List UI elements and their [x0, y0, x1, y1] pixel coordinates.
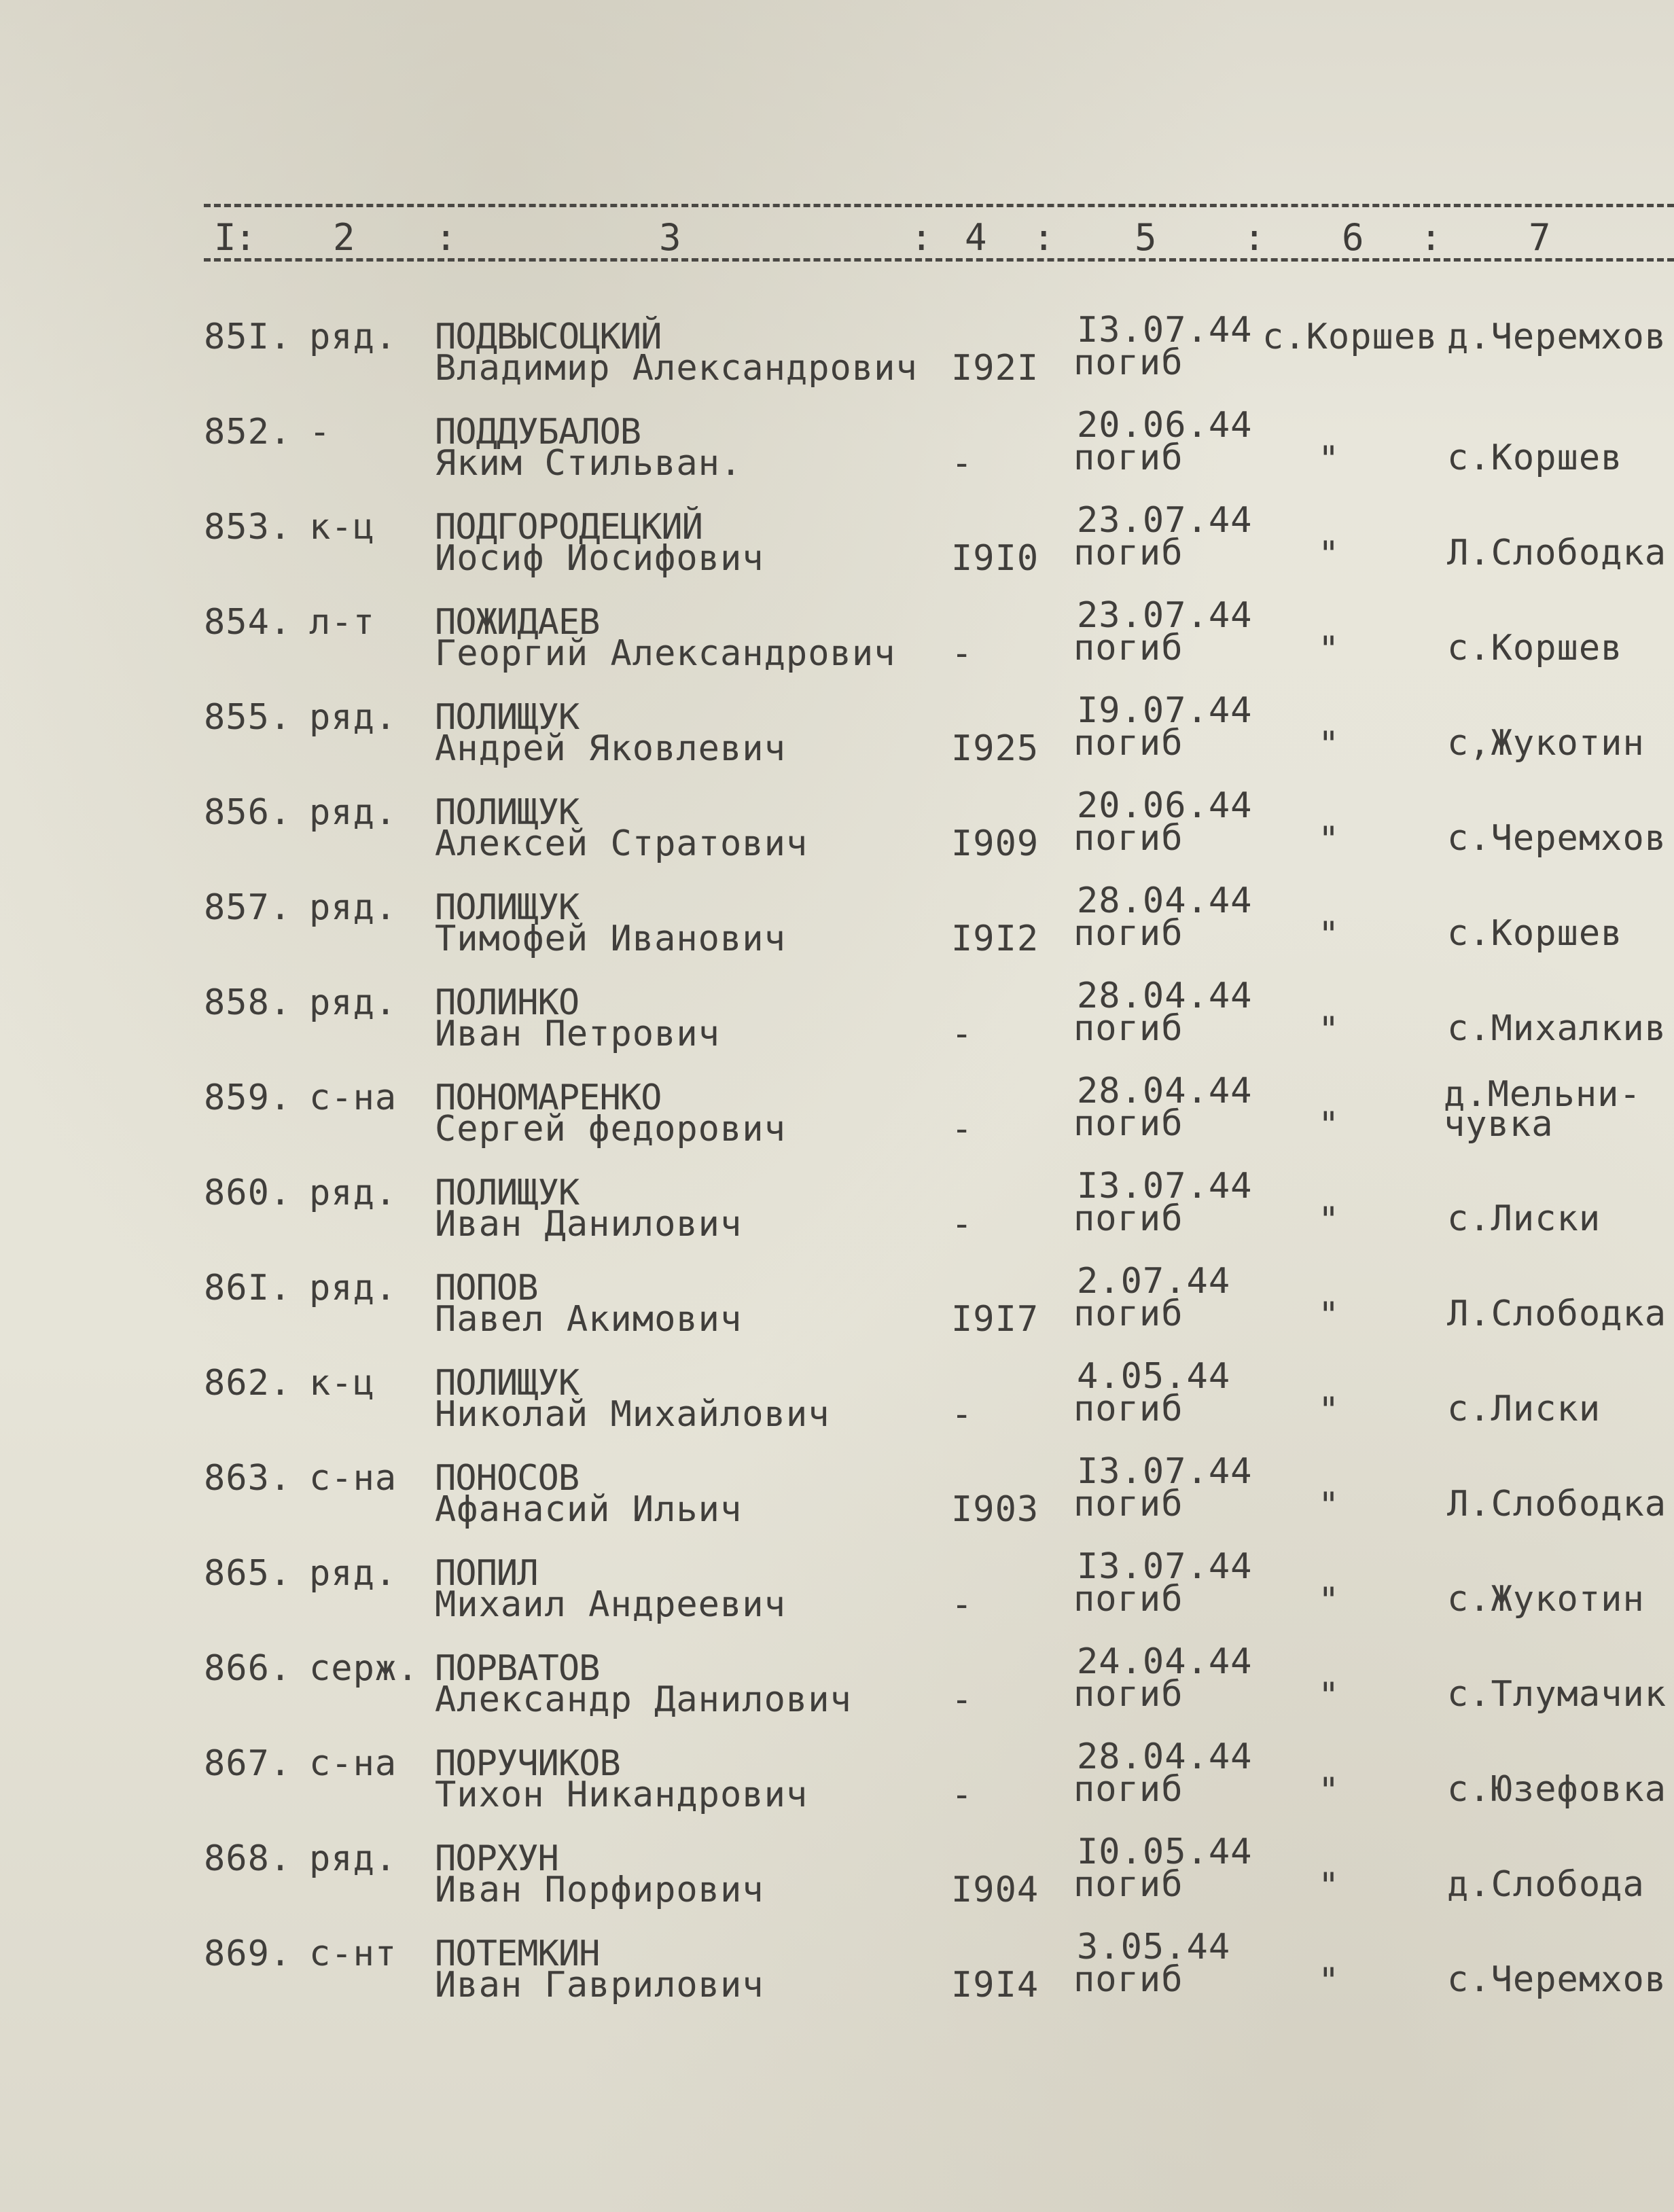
entry-number: 853. — [204, 507, 292, 548]
given-name: Иосиф Иосифович — [435, 538, 764, 579]
surname: ПОРХУН — [435, 1838, 558, 1879]
given-name: Сергей федорович — [435, 1109, 786, 1149]
entry-number: 86I. — [204, 1268, 292, 1308]
date: I3.07.44 — [1077, 1546, 1253, 1587]
date: I0.05.44 — [1077, 1832, 1253, 1872]
col-header-7: 7 — [1529, 216, 1552, 259]
date: 23.07.44 — [1077, 500, 1253, 541]
fate: погиб — [1073, 1959, 1183, 2000]
date: 28.04.44 — [1077, 880, 1253, 921]
given-name: Иван Порфирович — [435, 1870, 764, 1910]
date: 3.05.44 — [1077, 1927, 1231, 1967]
place-of-death: " — [1318, 629, 1340, 670]
burial-place: с.Коршев — [1447, 628, 1623, 668]
burial-place-continued: чувка — [1444, 1104, 1554, 1145]
date: 23.07.44 — [1077, 595, 1253, 636]
rank: ряд. — [309, 317, 397, 357]
place-of-death: с.Коршев — [1262, 317, 1438, 357]
fate: погиб — [1073, 1864, 1183, 1905]
surname: ПОРУЧИКОВ — [435, 1743, 620, 1784]
surname: ПОДДУБАЛОВ — [435, 412, 641, 452]
entry-number: 859. — [204, 1077, 292, 1118]
burial-place: Л.Слободка — [1447, 533, 1667, 573]
col-sep: : — [1033, 216, 1055, 259]
place-of-death: " — [1318, 1770, 1340, 1811]
burial-place: с.Жукотин — [1447, 1579, 1645, 1620]
entry-number: 855. — [204, 697, 292, 738]
top-rule — [204, 204, 1674, 207]
col-header-3: 3 — [659, 216, 683, 259]
burial-place: с.Михалкив — [1447, 1008, 1667, 1049]
burial-place: с.Коршев — [1447, 438, 1623, 478]
date: 24.04.44 — [1077, 1641, 1253, 1682]
table-row — [0, 1546, 1674, 1651]
fate: погиб — [1073, 533, 1183, 573]
place-of-death: " — [1318, 1295, 1340, 1336]
col-sep: : — [234, 216, 257, 259]
place-of-death: " — [1318, 1580, 1340, 1621]
rank: ряд. — [309, 1268, 397, 1308]
burial-place: д.Черемхов — [1447, 317, 1667, 357]
fate: погиб — [1073, 1484, 1183, 1524]
rank: ряд. — [309, 1838, 397, 1879]
rank: с-на — [309, 1743, 397, 1784]
given-name: Иван Петрович — [435, 1014, 720, 1054]
surname: ПОЛИЩУК — [435, 1363, 580, 1404]
fate: погиб — [1073, 913, 1183, 954]
table-row — [0, 785, 1674, 890]
entry-number: 866. — [204, 1648, 292, 1689]
surname: ПОДГОРОДЕЦКИЙ — [435, 507, 702, 548]
birth-year: - — [951, 1014, 974, 1054]
burial-place: с.Черемхов — [1447, 818, 1667, 859]
table-row — [0, 1166, 1674, 1270]
col-header-6: 6 — [1342, 216, 1366, 259]
surname: ПОЛИЩУК — [435, 887, 580, 928]
col-sep: : — [910, 216, 933, 259]
date: 2.07.44 — [1077, 1261, 1231, 1302]
birth-year: - — [951, 1204, 974, 1245]
col-sep: : — [1420, 216, 1442, 259]
date: I9.07.44 — [1077, 690, 1253, 731]
rank: серж. — [309, 1648, 419, 1689]
table-row — [0, 880, 1674, 985]
birth-year: I92I — [951, 348, 1039, 389]
given-name: Иван Данилович — [435, 1204, 743, 1245]
rank: ряд. — [309, 1553, 397, 1594]
rank: с-на — [309, 1077, 397, 1118]
table-row — [0, 976, 1674, 1080]
given-name: Николай Михайлович — [435, 1394, 830, 1435]
entry-number: 854. — [204, 602, 292, 643]
surname: ПОНОСОВ — [435, 1458, 580, 1499]
given-name: Тимофей Иванович — [435, 918, 786, 959]
entry-number: 868. — [204, 1838, 292, 1879]
burial-place: с,Жукотин — [1447, 723, 1645, 764]
burial-place: Л.Слободка — [1447, 1294, 1667, 1334]
burial-place: д.Слобода — [1447, 1864, 1645, 1905]
rank: к-ц — [309, 1363, 375, 1404]
rank: ряд. — [309, 697, 397, 738]
surname: ПОЖИДАЕВ — [435, 602, 600, 643]
given-name: Георгий Александрович — [435, 633, 896, 674]
entry-number: 867. — [204, 1743, 292, 1784]
place-of-death: " — [1318, 1200, 1340, 1241]
col-sep: : — [435, 216, 457, 259]
entry-number: 857. — [204, 887, 292, 928]
fate: погиб — [1073, 1198, 1183, 1239]
col-header-2: 2 — [333, 216, 357, 259]
rank: ряд. — [309, 887, 397, 928]
table-row — [0, 595, 1674, 700]
birth-year: I925 — [951, 728, 1039, 769]
table-row — [0, 500, 1674, 605]
table-row — [0, 690, 1674, 795]
given-name: Яким Стильван. — [435, 443, 743, 484]
place-of-death: " — [1318, 1485, 1340, 1526]
fate: погиб — [1073, 1389, 1183, 1429]
birth-year: - — [951, 1394, 974, 1435]
given-name: Павел Акимович — [435, 1299, 743, 1340]
birth-year: I904 — [951, 1870, 1039, 1910]
fate: погиб — [1073, 1674, 1183, 1715]
birth-year: - — [951, 1774, 974, 1815]
rank: с-нт — [309, 1933, 397, 1974]
burial-place: с.Юзефовка — [1447, 1769, 1667, 1810]
table-row — [0, 1261, 1674, 1366]
burial-place: с.Черемхов — [1447, 1959, 1667, 2000]
table-row — [0, 405, 1674, 510]
entry-number: 852. — [204, 412, 292, 452]
place-of-death: " — [1318, 914, 1340, 955]
birth-year: - — [951, 1584, 974, 1625]
birth-year: I9I4 — [951, 1965, 1039, 2005]
entry-number: 865. — [204, 1553, 292, 1594]
table-row — [0, 310, 1674, 414]
given-name: Алексей Стратович — [435, 823, 808, 864]
place-of-death: " — [1318, 1390, 1340, 1431]
birth-year: I9I7 — [951, 1299, 1039, 1340]
given-name: Иван Гаврилович — [435, 1965, 764, 2005]
birth-year: I903 — [951, 1489, 1039, 1530]
rank: ряд. — [309, 792, 397, 833]
burial-place: д.Мельни- — [1444, 1074, 1641, 1115]
place-of-death: " — [1318, 1866, 1340, 1906]
date: 28.04.44 — [1077, 1736, 1253, 1777]
place-of-death: " — [1318, 1010, 1340, 1050]
given-name: Михаил Андреевич — [435, 1584, 786, 1625]
surname: ПОЛИЩУК — [435, 1173, 580, 1213]
given-name: Владимир Александрович — [435, 348, 918, 389]
entry-number: 863. — [204, 1458, 292, 1499]
date: I3.07.44 — [1077, 310, 1253, 351]
entry-number: 862. — [204, 1363, 292, 1404]
date: I3.07.44 — [1077, 1451, 1253, 1492]
table-row — [0, 1356, 1674, 1461]
fate: погиб — [1073, 342, 1183, 383]
date: 28.04.44 — [1077, 976, 1253, 1016]
table-row — [0, 1927, 1674, 2031]
given-name: Тихон Никандрович — [435, 1774, 808, 1815]
table-row — [0, 1832, 1674, 1936]
place-of-death: " — [1318, 1105, 1340, 1145]
rank: ряд. — [309, 982, 397, 1023]
given-name: Афанасий Ильич — [435, 1489, 743, 1530]
table-row — [0, 1071, 1674, 1175]
date: I3.07.44 — [1077, 1166, 1253, 1207]
col-header-1: I — [214, 216, 238, 259]
col-header-4: 4 — [965, 216, 989, 259]
surname: ПОЛИЩУК — [435, 792, 580, 833]
burial-place: с.Лиски — [1447, 1198, 1601, 1239]
place-of-death: " — [1318, 1961, 1340, 2001]
table-row — [0, 1736, 1674, 1841]
surname: ПОПИЛ — [435, 1553, 538, 1594]
surname: ПОДВЫСОЦКИЙ — [435, 317, 662, 357]
header-underline — [204, 258, 1674, 262]
fate: погиб — [1073, 1769, 1183, 1810]
birth-year: - — [951, 633, 974, 674]
birth-year: I9I2 — [951, 918, 1039, 959]
entry-number: 860. — [204, 1173, 292, 1213]
rank: - — [309, 412, 332, 452]
burial-place: с.Лиски — [1447, 1389, 1601, 1429]
birth-year: - — [951, 1109, 974, 1149]
entry-number: 869. — [204, 1933, 292, 1974]
given-name: Александр Данилович — [435, 1679, 852, 1720]
rank: ряд. — [309, 1173, 397, 1213]
date: 4.05.44 — [1077, 1356, 1231, 1397]
given-name: Андрей Яковлевич — [435, 728, 786, 769]
place-of-death: " — [1318, 1675, 1340, 1716]
col-header-5: 5 — [1135, 216, 1158, 259]
fate: погиб — [1073, 1008, 1183, 1049]
birth-year: - — [951, 1679, 974, 1720]
table-row — [0, 1641, 1674, 1746]
fate: погиб — [1073, 818, 1183, 859]
place-of-death: " — [1318, 534, 1340, 575]
place-of-death: " — [1318, 439, 1340, 480]
table-row — [0, 1451, 1674, 1556]
fate: погиб — [1073, 1294, 1183, 1334]
fate: погиб — [1073, 1579, 1183, 1620]
surname: ПОЛИЩУК — [435, 697, 580, 738]
surname: ПОЛИНКО — [435, 982, 580, 1023]
burial-place: с.Тлумачик — [1447, 1674, 1667, 1715]
fate: погиб — [1073, 1103, 1183, 1144]
rank: с-на — [309, 1458, 397, 1499]
rank: л-т — [309, 602, 375, 643]
entry-number: 85I. — [204, 317, 292, 357]
birth-year: I9I0 — [951, 538, 1039, 579]
rank: к-ц — [309, 507, 375, 548]
entry-number: 858. — [204, 982, 292, 1023]
date: 28.04.44 — [1077, 1071, 1253, 1111]
place-of-death: " — [1318, 724, 1340, 765]
fate: погиб — [1073, 628, 1183, 668]
surname: ПОРВАТОВ — [435, 1648, 600, 1689]
burial-place: с.Коршев — [1447, 913, 1623, 954]
date: 20.06.44 — [1077, 785, 1253, 826]
burial-place: Л.Слободка — [1447, 1484, 1667, 1524]
fate: погиб — [1073, 723, 1183, 764]
col-sep: : — [1243, 216, 1266, 259]
birth-year: I909 — [951, 823, 1039, 864]
date: 20.06.44 — [1077, 405, 1253, 446]
birth-year: - — [951, 443, 974, 484]
place-of-death: " — [1318, 819, 1340, 860]
surname: ПОТЕМКИН — [435, 1933, 600, 1974]
fate: погиб — [1073, 438, 1183, 478]
entry-number: 856. — [204, 792, 292, 833]
surname: ПОПОВ — [435, 1268, 538, 1308]
surname: ПОНОМАРЕНКО — [435, 1077, 662, 1118]
